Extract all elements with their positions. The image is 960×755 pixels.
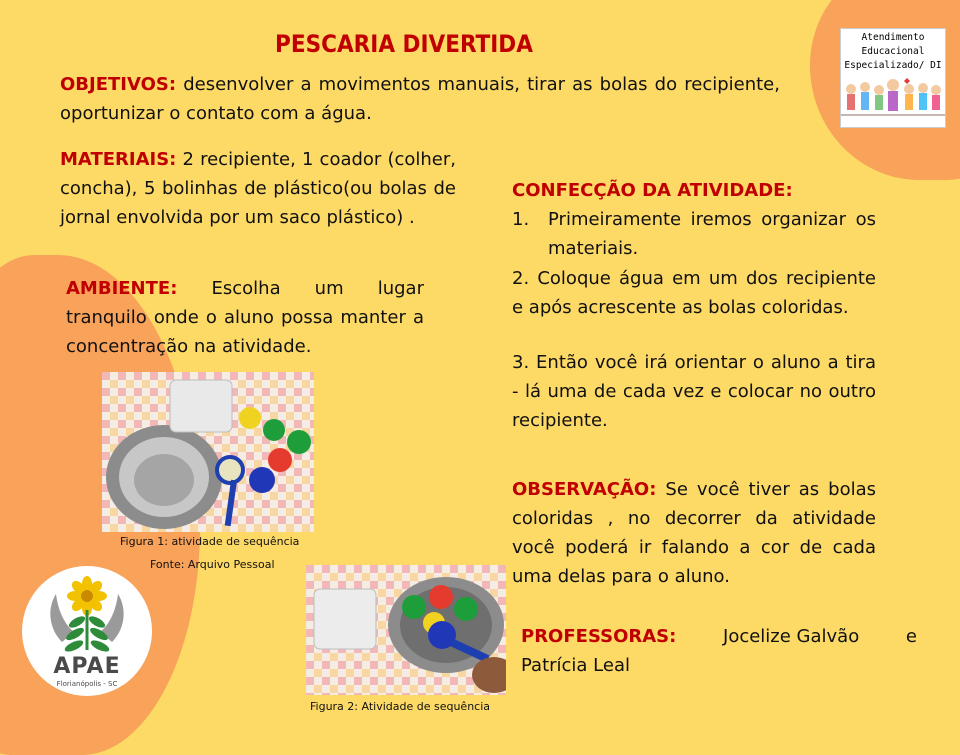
objetivos-label: OBJETIVOS: [60, 74, 177, 95]
figura-2-illustration [306, 565, 506, 695]
figura-2-caption: Figura 2: Atividade de sequência [310, 700, 491, 713]
professoras-label: PROFESSORAS: [521, 626, 677, 647]
professoras-line-2 [521, 651, 630, 680]
step-1-text: Primeiramente iremos organizar os materiais. [548, 209, 876, 259]
step-3-text: 3. Então você irá orientar o aluno a tira - lá uma de cada vez e colocar no outro recipiente. [512, 352, 876, 431]
figura-1-source: Fonte: Arquivo Pessoal [150, 558, 275, 571]
ambiente-text: Escolha um lugar tranquilo onde o aluno possa manter a concentração na atividade. [66, 278, 424, 357]
confeccao-heading [512, 176, 793, 205]
aee-logo-text [841, 31, 945, 73]
apae-sunflower-hands-icon [22, 570, 152, 656]
professora-name-1: Jocelize Galvão [723, 626, 860, 647]
aee-logo-line-1: Atendimento [861, 32, 925, 43]
aee-logo-line-2: Educacional [861, 46, 925, 57]
aee-logo-line-3: Especializado/ DI [844, 60, 942, 71]
ambiente-label: AMBIENTE: [66, 278, 178, 299]
figura-1-illustration [102, 372, 314, 532]
step-2-text: 2. Coloque água em um dos recipiente e após acrescente as bolas coloridas. [512, 268, 876, 318]
confeccao-step-2 [512, 264, 876, 322]
professoras-conjunction: e [905, 626, 917, 647]
materiais-block [60, 145, 456, 232]
figura-1-photo [102, 372, 314, 532]
figura-1-caption: Figura 1: atividade de sequência [120, 535, 300, 548]
apae-logo-city: Florianópolis - SC [56, 680, 118, 688]
figura-2-photo [306, 565, 506, 695]
step-1-number: 1. [512, 209, 530, 230]
materiais-label: MATERIAIS: [60, 149, 177, 170]
confeccao-step-1 [512, 205, 876, 263]
objetivos-block [60, 70, 780, 128]
objetivos-text: desenvolver a movimentos manuais, tirar as bolas do recipiente, oportunizar o contato com a água. [60, 74, 780, 124]
observacao-text: Se você tiver as bolas coloridas , no decorrer da atividade você poderá ir falando a cor de cada uma delas para o aluno. [512, 479, 876, 587]
observacao-label: OBSERVAÇÃO: [512, 479, 657, 500]
apae-logo-name: APAE [53, 654, 121, 679]
confeccao-step-3 [512, 348, 876, 435]
aee-logo [840, 28, 946, 128]
children-drawing-icon [841, 75, 945, 127]
ambiente-block [66, 274, 424, 361]
professoras-line-1 [521, 622, 917, 651]
observacao-block [512, 475, 876, 591]
professora-name-2: Patrícia Leal [521, 655, 631, 676]
page-title: PESCARIA DIVERTIDA [275, 30, 533, 58]
confeccao-label: CONFECÇÃO DA ATIVIDADE: [512, 180, 793, 201]
apae-logo [22, 566, 152, 696]
materiais-text: 2 recipiente, 1 coador (colher, concha), 5 bolinhas de plástico(ou bolas de jornal envolvida por um saco plástico) . [60, 149, 456, 228]
